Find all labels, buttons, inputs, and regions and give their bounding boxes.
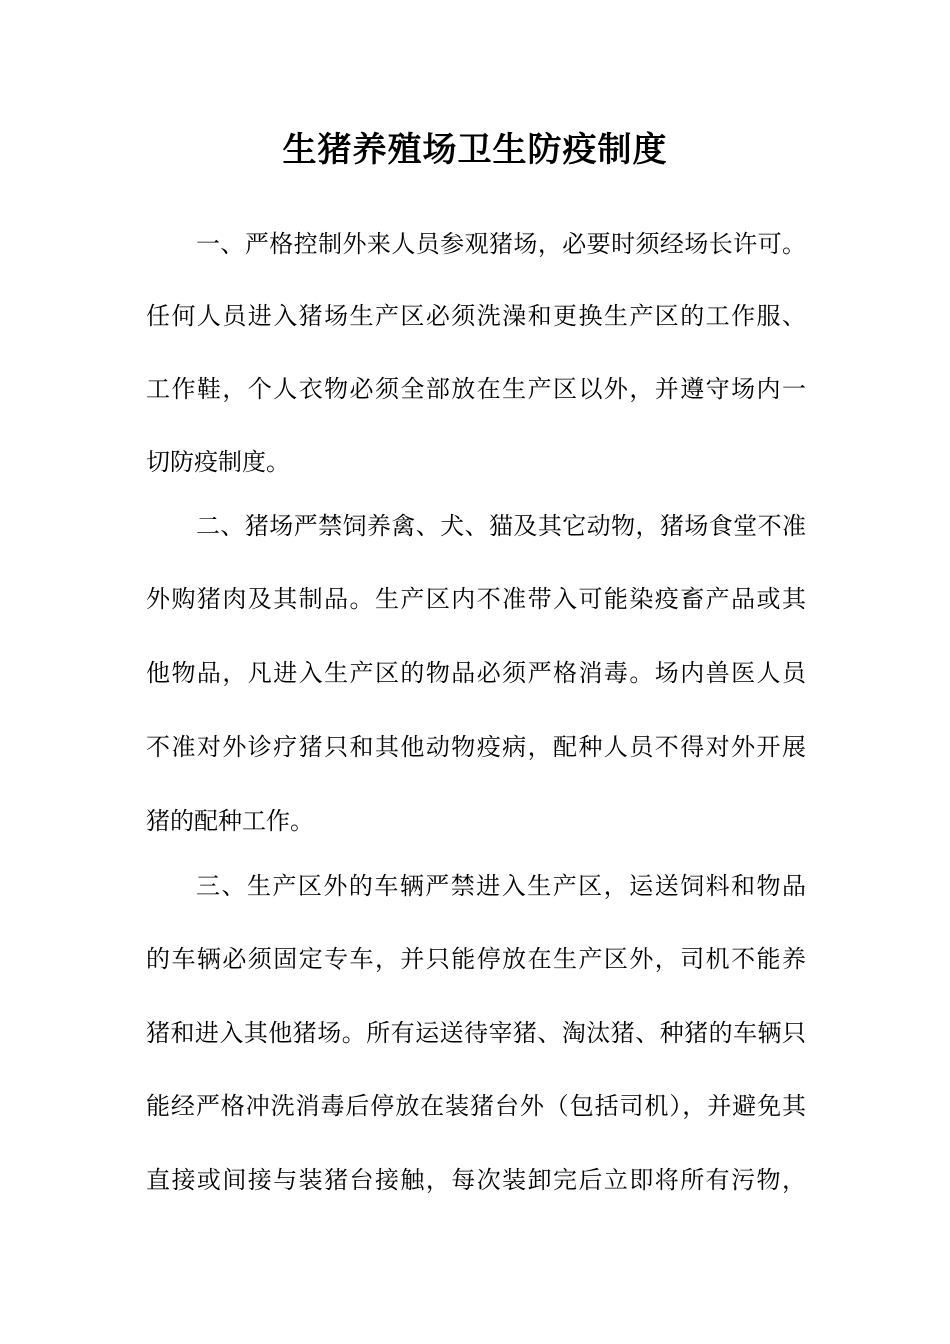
paragraph-2-line-1: 二、猪场严禁饲养禽、犬、猫及其它动物，猪场食堂不准 bbox=[196, 512, 806, 540]
paragraph-1-line-2: 任何人员进入猪场生产区必须洗澡和更换生产区的工作服、 bbox=[146, 302, 806, 330]
paragraph-1-line-4: 切防疫制度。 bbox=[146, 448, 290, 476]
paragraph-1-line-3: 工作鞋，个人衣物必须全部放在生产区以外，并遵守场内一 bbox=[146, 375, 806, 403]
paragraph-2-line-2: 外购猪肉及其制品。生产区内不准带入可能染疫畜产品或其 bbox=[146, 585, 806, 613]
document-title: 生猪养殖场卫生防疫制度 bbox=[282, 130, 668, 170]
paragraph-2-line-3: 他物品，凡进入生产区的物品必须严格消毒。场内兽医人员 bbox=[146, 659, 806, 687]
paragraph-3-line-2: 的车辆必须固定专车，并只能停放在生产区外，司机不能养 bbox=[146, 945, 806, 973]
paragraph-3-line-4: 能经严格冲洗消毒后停放在装猪台外（包括司机），并避免其 bbox=[146, 1092, 806, 1120]
paragraph-1-line-1: 一、严格控制外来人员参观猪场，必要时须经场长许可。 bbox=[196, 230, 806, 258]
paragraph-3-line-1: 三、生产区外的车辆严禁进入生产区，运送饲料和物品 bbox=[196, 872, 806, 900]
paragraph-3-line-3: 猪和进入其他猪场。所有运送待宰猪、淘汰猪、种猪的车辆只 bbox=[146, 1019, 806, 1047]
paragraph-2-line-4: 不准对外诊疗猪只和其他动物疫病，配种人员不得对外开展 bbox=[146, 733, 806, 761]
paragraph-3-line-5: 直接或间接与装猪台接触，每次装卸完后立即将所有污物， bbox=[146, 1166, 806, 1194]
paragraph-2-line-5: 猪的配种工作。 bbox=[146, 807, 314, 835]
